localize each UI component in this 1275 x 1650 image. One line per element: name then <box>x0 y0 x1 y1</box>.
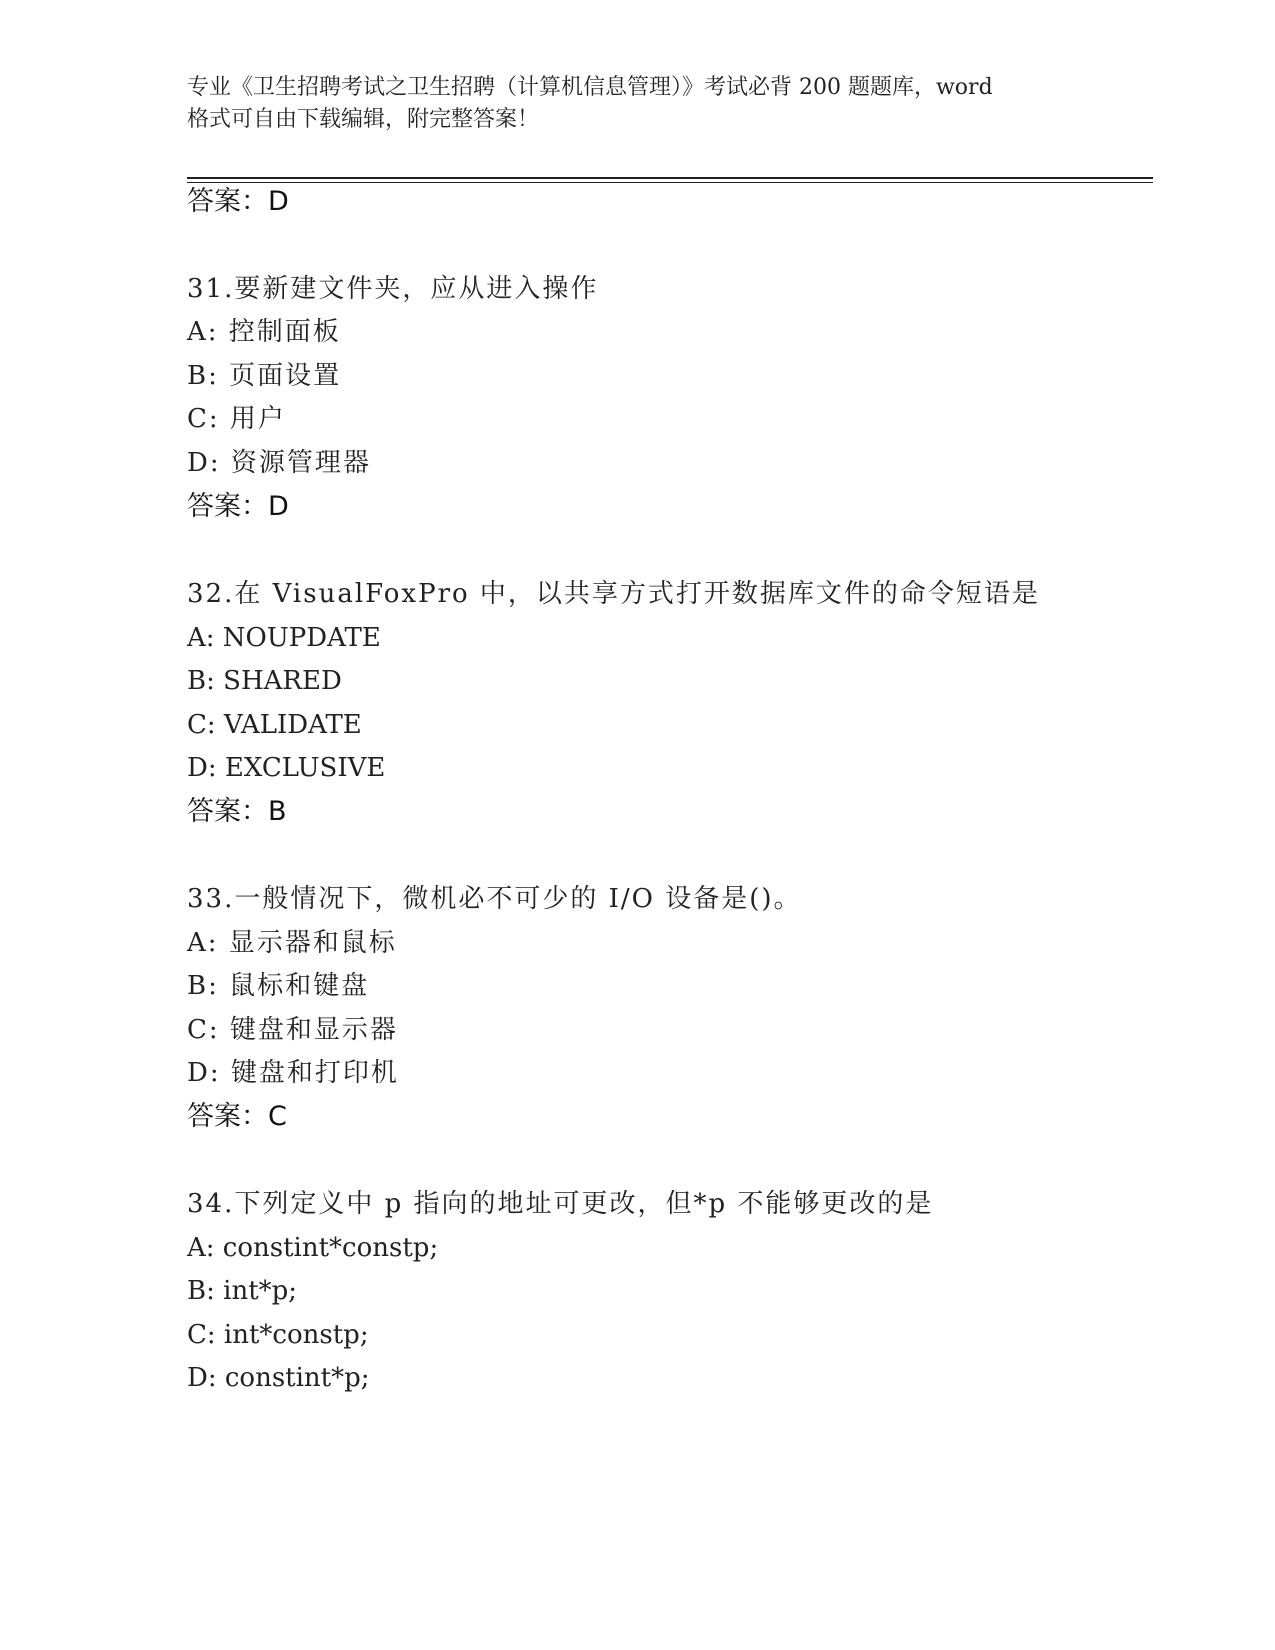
header-divider-thick <box>187 177 1153 179</box>
question-31-option-b: B: 页面设置 <box>187 361 342 391</box>
question-31-stem: 31.要新建文件夹，应从进入操作 <box>187 274 599 304</box>
question-33-stem: 33.一般情况下，微机必不可少的 I/O 设备是()。 <box>187 884 802 914</box>
question-34-option-a: A: constint*constp; <box>187 1233 439 1263</box>
header-divider-thin <box>187 182 1153 183</box>
question-34-option-b: B: int*p; <box>187 1276 298 1306</box>
question-32-option-a: A: NOUPDATE <box>187 623 381 653</box>
question-31-option-a: A: 控制面板 <box>187 317 341 347</box>
question-31-option-d: D: 资源管理器 <box>187 448 371 478</box>
question-31-answer: 答案：D <box>187 491 289 522</box>
question-31-option-c: C: 用户 <box>187 404 286 434</box>
header-line-2: 格式可自由下载编辑，附完整答案！ <box>187 107 540 132</box>
question-34-stem: 34.下列定义中 p 指向的地址可更改，但*p 不能够更改的是 <box>187 1189 934 1219</box>
document-header <box>187 72 1087 136</box>
question-32-option-d: D: EXCLUSIVE <box>187 753 386 783</box>
question-34-option-d: D: constint*p; <box>187 1363 370 1393</box>
question-33-option-c: C: 键盘和显示器 <box>187 1015 398 1045</box>
question-33-option-a: A: 显示器和鼠标 <box>187 928 397 958</box>
question-32-option-b: B: SHARED <box>187 666 342 696</box>
question-32-stem: 32.在 VisualFoxPro 中，以共享方式打开数据库文件的命令短语是 <box>187 579 1040 609</box>
question-33-answer: 答案：C <box>187 1101 287 1132</box>
header-line-1: 专业《卫生招聘考试之卫生招聘（计算机信息管理）》考试必背 200 题题库，word <box>187 75 993 100</box>
question-32-option-c: C: VALIDATE <box>187 710 362 740</box>
question-33-option-d: D: 键盘和打印机 <box>187 1058 399 1088</box>
question-32-answer: 答案：B <box>187 796 287 827</box>
question-34-option-c: C: int*constp; <box>187 1320 369 1350</box>
question-33-option-b: B: 鼠标和键盘 <box>187 971 370 1001</box>
answer-prev: 答案：D <box>187 186 289 217</box>
